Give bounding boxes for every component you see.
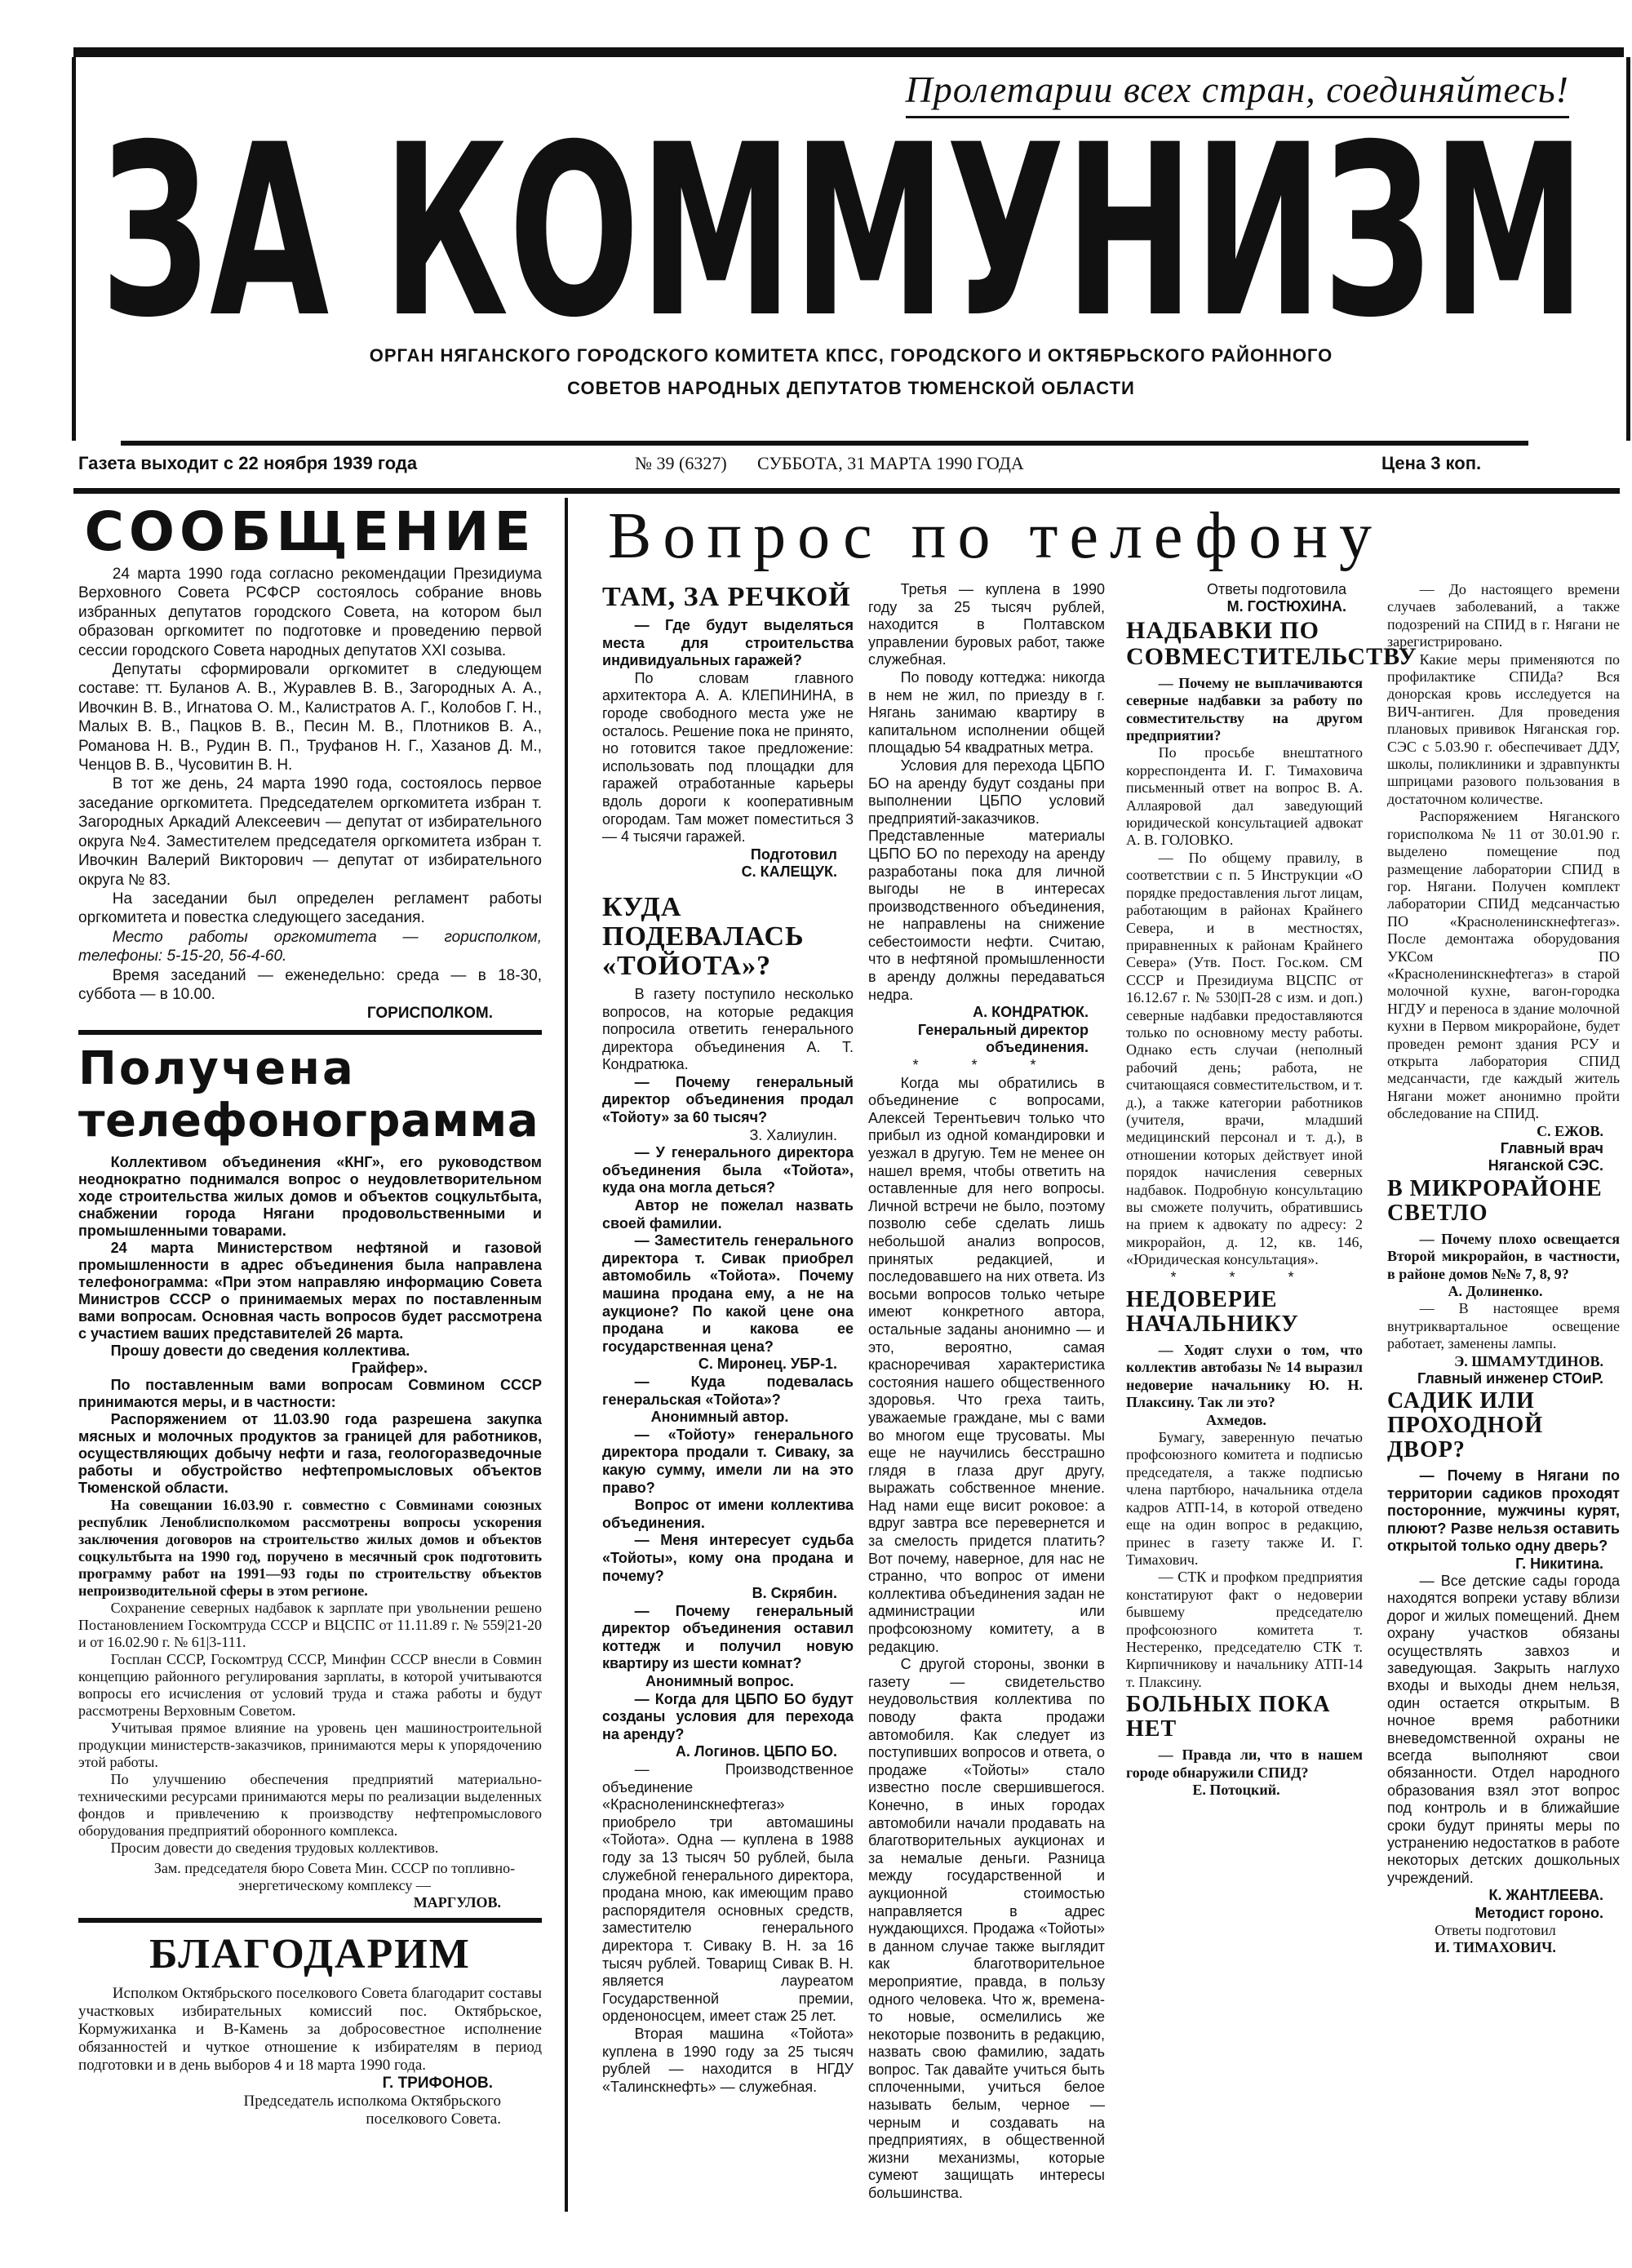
- answer: — В настоящее время внутриквартальное освещение работает, заменены лампы.: [1387, 1300, 1620, 1352]
- newspaper-logo: [100, 135, 1585, 323]
- question: — Правда ли, что в нашем городе обнаружили СПИД?: [1126, 1746, 1363, 1781]
- question-author: Анонимный вопрос.: [645, 1673, 794, 1690]
- signature: ГОРИСПОЛКОМ.: [366, 1005, 493, 1023]
- answer: Какие меры применяются по профилактике СПИДа? Вся донорская кровь исследуется на ВИЧ-антиген. Для проведения плановых прививок Няганская гор. СЭС с 5.03.90 г. обеспечивает ДДУ, школы, поликлиники и здравпункты шприцами разового пользования в достаточном количестве.: [1387, 650, 1620, 807]
- paragraph: Госплан СССР, Госкомтруд СССР, Минфин СССР внесли в Совмин концепцию районного регулирования зарплаты, в которой учитываются вопросы его исчисления от условий труда и стажа работы и будут рассмотрены Верховным Советом.: [78, 1650, 542, 1719]
- organ-line-2: СОВЕТОВ НАРОДНЫХ ДЕПУТАТОВ ТЮМЕНСКОЙ ОБЛАСТИ: [567, 378, 1135, 398]
- headline-line: Получена: [78, 1041, 356, 1095]
- prepared-name: М. ГОСТЮХИНА.: [1226, 598, 1346, 615]
- answer: Бумагу, заверенную печатью профсоюзного комитета и подписью председателя, а также подписью члена партбюро, начальника отдела кадров АТП-14, в которой отведено еще на один вопрос в редакцию, принес в газету также И. Г. Тимахович.: [1126, 1429, 1363, 1568]
- question: — Где будут выделяться места для строительства индивидуальных гаражей?: [602, 617, 854, 669]
- signature-title: Председатель исполкома Октябрьского поселкового Совета.: [243, 2092, 501, 2128]
- question: — Когда для ЦБПО БО будут созданы условия для перехода на аренду?: [602, 1690, 854, 1742]
- answer: — До настоящего времени случаев заболеваний, а также подозрений на СПИД в г. Нягани не зарегистрировано.: [1387, 581, 1620, 650]
- subhead: В МИКРОРАЙОНЕ СВЕТЛО: [1387, 1175, 1603, 1226]
- masthead-motto: Пролетарии всех стран, соединяйтесь!: [906, 67, 1569, 118]
- price: Цена 3 коп.: [1381, 453, 1482, 473]
- signature-name: МАРГУЛОВ.: [413, 1893, 501, 1911]
- headline-line: телефонограмма: [78, 1094, 539, 1147]
- signature-name: Э. ШМАМУТДИНОВ.: [1454, 1352, 1603, 1369]
- answer: — По общему правилу, в соответствии с п. 5 Инструкции «О порядке предоставления льгот лицам, работающим в районах Крайнего Севера, и в местностях, приравненных к районам Крайнего Севера» (Утв. Пост. Гос.ком. СМ СССР и Президиума ВЦСПС от 16.12.67 г. № 530|П-28 с изм. и доп.) северные надбавки предоставляются только по основному месту работы. Однако есть случаи (неполный рабочий день; работа, не считающаяся совместительством, и т. д.), а также категории работников (учителя, врачи, младший медицинский персонал и т. д.), в отношении которых действует иной порядок начисления северных надбавок. Подробную консультацию вы сможете получить, обратившись на прием к адвокату по адресу: 2 микрорайон, д. 12, кв. 146, «Юридическая консультация».: [1126, 849, 1363, 1268]
- intro: По просьбе внештатного корреспондента И. Г. Тимаховича письменный ответ на вопрос В. А. Аллаяровой дал заведующий юридической консультацией адвокат А. В. ГОЛОВКО.: [1126, 744, 1363, 849]
- masthead: [72, 57, 1630, 441]
- prepared-label: Ответы подготовила: [1206, 581, 1346, 597]
- article-soobshenie: [78, 565, 542, 1023]
- question: — «Тойоту» генерального директора продали т. Сиваку, за какую сумму, имели ли на это право?: [602, 1426, 854, 1496]
- paragraph: В тот же день, 24 марта 1990 года, состоялось первое заседание оргкомитета. Председателем оргкомитета избран т. Загородных Аркадий Алексеевич — депутат от избирательного округа №4. Заместителем председателя оргкомитета избран т. Ивочкин Валерий Викторович — депутат от избирательного округа № 83.: [78, 775, 542, 889]
- question: — Меня интересует судьба «Тойоты», кому она продана и почему?: [602, 1532, 854, 1584]
- paragraph: На заседании был определен регламент работы оргкомитета и повестка следующего заседания.: [78, 890, 542, 927]
- question: — Заместитель генерального директора т. Сивак приобрел автомобиль «Тойота». Почему машина продана ему, а не на аукционе? По какой цене она продана и какова ее государственная цена?: [602, 1232, 854, 1355]
- signature-name: К. ЖАНТЛЕЕВА.: [1488, 1887, 1603, 1904]
- signature-title: Зам. председателя бюро Совета Мин. СССР по топливно-энергетическому комплексу —: [153, 1859, 516, 1893]
- section-divider: [78, 1030, 542, 1035]
- quote-signature: Грайфер».: [351, 1359, 428, 1376]
- answer: Вторая машина «Тойота» куплена в 1990 году за 25 тысяч рублей — находится в НГДУ «Талинскнефть» — служебная.: [602, 2025, 854, 2095]
- subhead: НАДБАВКИ ПО СОВМЕСТИТЕЛЬСТВУ: [1126, 616, 1417, 670]
- question-author: Автор не пожелал назвать своей фамилии.: [602, 1197, 854, 1232]
- prepared-name: И. ТИМАХОВИЧ.: [1435, 1939, 1556, 1956]
- paragraph: Исполком Октябрьского поселкового Совета благодарит составы участковых избирательных комиссий пос. Октябрьское, Кормужиханка и В-Камень за добросовестное исполнение обязанностей и чуткое отношение к избирателям в период подготовки и в день выборов 4 и 18 марта 1990 года.: [78, 1984, 542, 2074]
- answer: Третья — куплена в 1990 году за 25 тысяч рублей, находится в Полтавском управлении буровых работ, также служебная.: [868, 581, 1105, 668]
- question-author: С. Миронец. УБР-1.: [698, 1356, 837, 1373]
- paragraph: Место работы оргкомитета — горисполком, телефоны: 5-15-20, 56-4-60.: [78, 928, 542, 965]
- headline-blagodarim: БЛАГОДАРИМ: [149, 1930, 471, 1977]
- paragraph: Время заседаний — еженедельно: среда — в 18-30, суббота — в 10.00.: [78, 966, 542, 1003]
- section-divider: [78, 1918, 542, 1923]
- subhead: БОЛЬНЫХ ПОКА НЕТ: [1126, 1692, 1331, 1742]
- headline-telefonogramma: [78, 1043, 542, 1147]
- subhead: НЕДОВЕРИЕ НАЧАЛЬНИКУ: [1126, 1287, 1299, 1338]
- signature-name: Г. ТРИФОНОВ.: [382, 2074, 493, 2092]
- headline-vopros-po-telefonu: Вопрос по телефону: [608, 500, 1384, 572]
- masthead-bottom-rule: [73, 488, 1620, 494]
- subhead: ТАМ, ЗА РЕЧКОЙ: [602, 582, 851, 612]
- question-author: Г. Никитина.: [1515, 1555, 1603, 1572]
- issue-number: № 39 (6327): [635, 453, 727, 473]
- paragraph: 24 марта 1990 года согласно рекомендации Президиума Верховного Совета РСФСР состоялось собрание вновь избранных депутатов городского Совета, на котором был образован оргкомитет по подготовке и проведению первой сессии городского Совета народных депутатов XXI созыва.: [78, 566, 542, 659]
- paragraph: Учитывая прямое влияние на уровень цен машиностроительной продукции министерств-заказчиков, принимаются меры к упорядочению этой работы.: [78, 1719, 542, 1770]
- question-author: А. Логинов. ЦБПО БО.: [675, 1743, 837, 1760]
- signature-title: Методист гороно.: [1475, 1904, 1603, 1921]
- comment: С другой стороны, звонки в газету — свидетельство неудовольствия коллектива по поводу факта продажи автомобиля. Как следует из поступивших вопросов и ответа, о продаже «Тойоты» стало известно после свершившегося. Конечно, в иных городах автомобили начали продавать на благотворительных аукционах и за немалые деньги. Разница между государственной и аукционной стоимостью направляется в адрес нуждающихся. Продажа «Тойоты» в данном случае также выглядит как благотворительное мероприятие, правда, в пользу одного человека. Что ж, времена-то новые, осмелились же некоторые позвонить в редакцию, назвать свою фамилию, задать вопрос. Так давайте учиться быть сплоченными, учиться белое называть белым, черное — черным и создавать на предприятиях, в общественной жизни механизмы, которые сумеют защищать интересы большинства.: [868, 1656, 1105, 2202]
- answer: Условия для перехода ЦБПО БО на аренду будут созданы при выполнении ЦБПО условий предприятий-заказчиков. Представленные материалы ЦБПО БО по переходу на аренду разработаны пока для личной выгоды не в интересах производственного объединения, не направлены на снижение себестоимости нефти. Считаю, что в нефтяной промышленности в аренду должны передаваться недра.: [868, 757, 1105, 1003]
- column-b: [868, 581, 1105, 2203]
- paragraph: Депутаты сформировали оргкомитет в следующем составе: тт. Буланов А. В., Журавлев В. В., Загородных А. А., Ивочкин В. В., Игнатова О. М., Калистратов А. Г., Колобов Г. Н., Малых В. В., Пацков В. В., Песин М. В., Плотников В. А., Романова Н. В., Рудин В. П., Труфанов Н. Г., Хазанов Д. М., Ченцов В. В., Чусовитин В. Н.: [78, 661, 542, 774]
- column-c: [1126, 581, 1417, 1799]
- since-date: Газета выходит с 22 ноября 1939 года: [78, 453, 418, 473]
- article-blagodarim: [78, 1985, 542, 2128]
- masthead-top-rule: [73, 47, 1624, 57]
- question: — У генерального директора объединения была «Тойота», куда она могла деться?: [602, 1144, 854, 1196]
- intro: В газету поступило несколько вопросов, на которые редакция попросила ответить генерального директора объединения А. Т. Кондратюка.: [602, 985, 854, 1073]
- comment: Когда мы обратились в объединение с вопросами, Алексей Терентьевич только что прибыл из одной командировки и уезжал в другую. Тем не менее он нашел время, чтобы ответить на оставленные для него вопросы. Личной встречи не было, поэтому позволю себе сделать лишь небольшой анализ вопросов, принятых редакцией, и последовавшего на них ответа. Из восьми вопросов только четыре имеют конкретного автора, остальные заданы анонимно — и это, вероятно, самая красноречивая характеристика состояния нашего общественного здоровья. Что греха таить, уважаемые граждане, мы с вами во многом еще трусоваты. Мы еще не научились бесстрашно глядя в глаза друг другу, выражать собственное мнение. Над нами еще висит роковое: а вдруг завтра все перевернется и за смелость придется платить? Вот почему, наверное, для нас не странно, что вопрос от имени коллектива объединения задан не администрации или профсоюзному комитету, а в редакцию.: [868, 1074, 1105, 1655]
- paragraph: Распоряжением от 11.03.90 года разрешена закупка мясных и молочных продуктов за границей для работников, осуществляющих добычу нефти и газа, геологоразведочные работы и обустройство нефтепромысловых объектов Тюменской области.: [78, 1410, 542, 1496]
- subhead: КУДА ПОДЕВАЛАСЬ «ТОЙОТА»?: [602, 891, 805, 981]
- organ-line-1: ОРГАН НЯГАНСКОГО ГОРОДСКОГО КОМИТЕТА КПСС, ГОРОДСКОГО И ОКТЯБРЬСКОГО РАЙОННОГО: [369, 345, 1333, 366]
- paragraph: По улучшению обеспечения предприятий материально-техническими ресурсами принимаются меры по реализации выделенных фондов и привлечению к производству нефтепромыслового оборудования предприятий оборонного комплекса.: [78, 1770, 542, 1839]
- question-author: Анонимный автор.: [650, 1409, 789, 1426]
- paragraph: Просим довести до сведения трудовых коллективов.: [110, 1839, 439, 1856]
- answer: По поводу коттеджа: никогда в нем не жил, по приезду в г. Нягань занимаю квартиру в капитальном исполнении общей площадью 54 квадратных метра.: [868, 668, 1105, 757]
- signature-label: Подготовил: [750, 846, 837, 863]
- question-author: Е. Потоцкий.: [1192, 1781, 1280, 1798]
- issue-date: СУББОТА, 31 МАРТА 1990 ГОДА: [757, 453, 1024, 473]
- answer: — Производственное объединение «Краснoленинскнефтегаз» приобрело три автомашины «Тойота». Одна — куплена в 1988 году за 13 тысяч 50 рублей, была служебной генерального директора, продана мною, как имеющим право распорядителя основных средств, заместителю генерального директора т. Сиваку В. Н. за 16 тысяч рублей. Товарищ Сивак В. Н. является лауреатом Государственной премии, орденоносцем, имеет стаж 25 лет.: [602, 1761, 854, 2025]
- question: — Почему плохо освещается Второй микрорайон, в частности, в районе домов №№ 7, 8, 9?: [1387, 1230, 1620, 1282]
- column-d: [1387, 581, 1620, 1957]
- headline-soobshenie: СООБЩЕНИЕ: [84, 500, 536, 563]
- question: — Ходят слухи о том, что коллектив автобазы № 14 выразил недоверие начальнику Ю. Н. Плаксину. Так ли это?: [1126, 1342, 1363, 1411]
- prepared-label: Ответы подготовил: [1435, 1922, 1556, 1939]
- question-author: В. Скрябин.: [752, 1585, 837, 1602]
- column-a: [602, 581, 854, 2096]
- logo-wordmark: [100, 135, 1585, 323]
- question: — Почему генеральный директор объединения продал «Тойоту» за 60 тысяч?: [602, 1073, 854, 1126]
- question-author: Вопрос от имени коллектива объединения.: [602, 1497, 854, 1531]
- article-telefonogramma: [78, 1154, 542, 1911]
- paragraph: Сохранение северных надбавок к зарплате при увольнении решено Постановлением Госкомтруда СССР и ВЦСПС от 11.11.89 г. № 559|21-20 и от 16.02.90 г. № 61|3-111.: [78, 1599, 542, 1650]
- paragraph: 24 марта Министерством нефтяной и газовой промышленности в адрес объединения была направлена телефонограмма: «При этом направляю информацию Совета Министров СССР о принимаемых мерах по поставленным вами вопросам. Основная часть вопросов будет рассмотрена с участием ваших представителей 26 марта.: [78, 1239, 542, 1342]
- paragraph: По поставленным вами вопросам Совмином СССР принимаются меры, и в частности:: [78, 1376, 542, 1410]
- signature-title: Генеральный директор объединения.: [917, 1021, 1089, 1056]
- signature-name: С. КАЛЕЩУК.: [741, 863, 837, 881]
- signature-title: Главный врач Няганской СЭС.: [1488, 1140, 1603, 1174]
- subhead: САДИК ИЛИ ПРОХОДНОЙ ДВОР?: [1387, 1388, 1544, 1463]
- question: — Почему генеральный директор объединения оставил коттедж и получил новую квартиру из шести комнат?: [602, 1602, 854, 1672]
- paragraph: Прошу довести до сведения коллектива.: [110, 1342, 410, 1359]
- question-author: А. Долиненко.: [1448, 1283, 1543, 1300]
- signature-name: А. КОНДРАТЮК.: [973, 1004, 1089, 1021]
- separator: * * *: [1170, 1268, 1319, 1285]
- separator: * * *: [912, 1057, 1061, 1074]
- column-divider: [565, 498, 568, 2212]
- answer: По словам главного архитектора А. А. КЛЕПИНИНА, в городе свободного места уже не осталось. Решение пока не принято, но готовится такое предложение: использовать под площадки для гаражей отработанные карьеры вдоль дороги к кооперативным огородам. Там может поместиться 3 — 4 тысячи гаражей.: [602, 669, 854, 846]
- question-author: З. Халиулин.: [749, 1126, 837, 1143]
- masthead-rule: [121, 441, 1528, 446]
- question: — Куда подевалась генеральская «Тойота»?: [602, 1373, 854, 1408]
- left-column: [78, 499, 542, 2262]
- signature-name: С. ЕЖОВ.: [1537, 1122, 1603, 1139]
- info-bar: [72, 449, 1622, 482]
- question-author: Ахмедов.: [1206, 1411, 1266, 1428]
- paragraph: Коллективом объединения «КНГ», его руководством неоднократно поднимался вопрос о неудовлетворительном ходе строительства жилых домов и объектов соцкультбыта, снабжении города Нягани продовольственными и промышленными товарами.: [78, 1153, 542, 1239]
- answer: — Все детские сады города находятся вопреки уставу вблизи дорог и жилых помещений. Днем охрану участков обязаны осуществлять завхоз и заведующая. Закрыть наглухо входы и выходы днем нельзя, один остается открытым. В ночное время работники вневедомственной охраны не всегда выполняют свои обязанности. Отдел народного образования взял этот вопрос под контроль и в ближайшие сроки будут приняты меры по устранению недостатков в работе некоторых детских дошкольных учреждений.: [1387, 1572, 1620, 1886]
- logo-text: ЗА КОММУНИЗМ: [100, 135, 1585, 323]
- question: — Почему не выплачиваются северные надбавки за работу по совместительству на другом предприятии?: [1126, 674, 1363, 744]
- answer: Распоряжением Няганского горисполкома № 11 от 30.01.90 г. выделено помещение под размещение лаборатории СПИД в гор. Нягани. Получен комплект лаборатории СПИД медсанчастью ПО «Красноленинскнефтегаз». После демонтажа оборудования УКСом ПО «Красноленинскнефтегаз» в старой молочной кухне, вагон-городка НГДУ и переноса в здание молочной кухни в Первом микрорайоне, будет проведен ремонт здания РСУ и открыта лаборатория СПИД медсанчасти, где каждый житель Нягани может анонимно пройти обследование на СПИД.: [1387, 808, 1620, 1122]
- paragraph: На совещании 16.03.90 г. совместно с Совминами союзных республик Леноблисполкомом рассмотрены вопросы ускорения заключения договоров на строительство жилых домов и объектов соцкультбыта на 1990 год, поручено в месячный срок подготовить программу работ на 1991—93 годы по строительству объектов непроизводительной сферы в этом регионе.: [78, 1496, 542, 1599]
- question: — Почему в Нягани по территории садиков проходят посторонние, мужчины курят, плюют? Разве нельзя оставить открытой только одну дверь?: [1387, 1467, 1620, 1555]
- signature-title: Главный инженер СТОиР.: [1417, 1370, 1603, 1387]
- answer: — СТК и профком предприятия констатируют факт о недоверии бывшему председателю профсоюзного комитета т. Нестеренко, председателю СТК т. Кирпичникову и начальнику АТП-14 т. Плаксину.: [1126, 1569, 1363, 1690]
